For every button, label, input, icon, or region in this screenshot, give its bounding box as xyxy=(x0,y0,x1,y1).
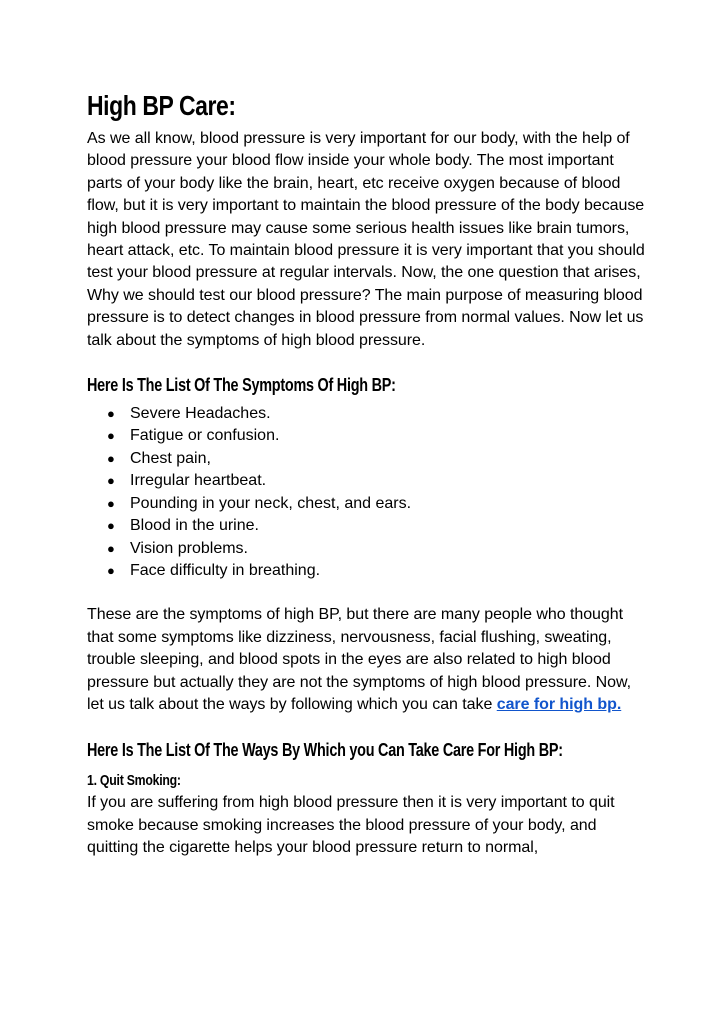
document-page xyxy=(87,88,647,860)
symptom-text: Pounding in your neck, chest, and ears. xyxy=(130,494,412,512)
quit-smoking-heading: 1. Quit Smoking: xyxy=(87,772,181,790)
bullet-icon: ● xyxy=(107,450,115,466)
list-item xyxy=(107,403,647,425)
list-item xyxy=(107,470,647,492)
bullet-icon: ● xyxy=(107,518,115,534)
symptom-text: Irregular heartbeat. xyxy=(130,472,267,490)
symptom-text: Chest pain, xyxy=(130,449,211,467)
symptom-text: Severe Headaches. xyxy=(130,405,271,423)
bullet-icon: ● xyxy=(107,495,115,511)
bullet-icon: ● xyxy=(107,428,115,444)
ways-heading: Here Is The List Of The Ways By Which you Can Take Care For High BP: xyxy=(87,740,563,761)
list-item xyxy=(107,425,647,447)
list-item xyxy=(107,493,647,515)
symptoms-followup-paragraph xyxy=(87,604,647,716)
paragraph-text: These are the symptoms of high BP, but there are many people who thought that some symptoms like dizziness, nervousness, facial flushing, sweating, trouble sleeping, and blood spots in the eyes are also related to high blood pressure but actually they are not the symptoms of high blood pressure. Now, let us talk about the ways by following which you can take xyxy=(87,606,632,713)
symptoms-list xyxy=(87,403,647,582)
symptoms-heading: Here Is The List Of The Symptoms Of High BP: xyxy=(87,375,396,396)
bullet-icon: ● xyxy=(107,473,115,489)
bullet-icon: ● xyxy=(107,562,115,578)
quit-smoking-paragraph: If you are suffering from high blood pressure then it is very important to quit smoke because smoking increases the blood pressure of your body, and quitting the cigarette helps your blood pressure return to normal, xyxy=(87,794,615,857)
list-item xyxy=(107,538,647,560)
symptom-text: Blood in the urine. xyxy=(130,517,259,535)
list-item xyxy=(107,515,647,537)
care-for-high-bp-link[interactable]: care for high bp. xyxy=(496,695,622,713)
list-item xyxy=(107,560,647,582)
bullet-icon: ● xyxy=(107,540,115,556)
list-item xyxy=(107,448,647,470)
intro-paragraph: As we all know, blood pressure is very important for our body, with the help of blood pressure your blood flow inside your whole body. The most important parts of your body like the brain, heart, etc receive oxygen because of blood flow, but it is very important to maintain the blood pressure of the body because high blood pressure may cause some serious health issues like brain tumors, heart attack, etc. To maintain blood pressure it is very important that you should test your blood pressure at regular intervals. Now, the one question that arises, Why we should test our blood pressure? The main purpose of measuring blood pressure is to detect changes in blood pressure from normal values. Now let us talk about the symptoms of high blood pressure. xyxy=(87,130,645,349)
symptom-text: Fatigue or confusion. xyxy=(130,427,280,445)
page-title: High BP Care: xyxy=(87,90,236,121)
symptom-text: Face difficulty in breathing. xyxy=(130,561,321,579)
symptom-text: Vision problems. xyxy=(130,539,248,557)
bullet-icon: ● xyxy=(107,406,115,422)
